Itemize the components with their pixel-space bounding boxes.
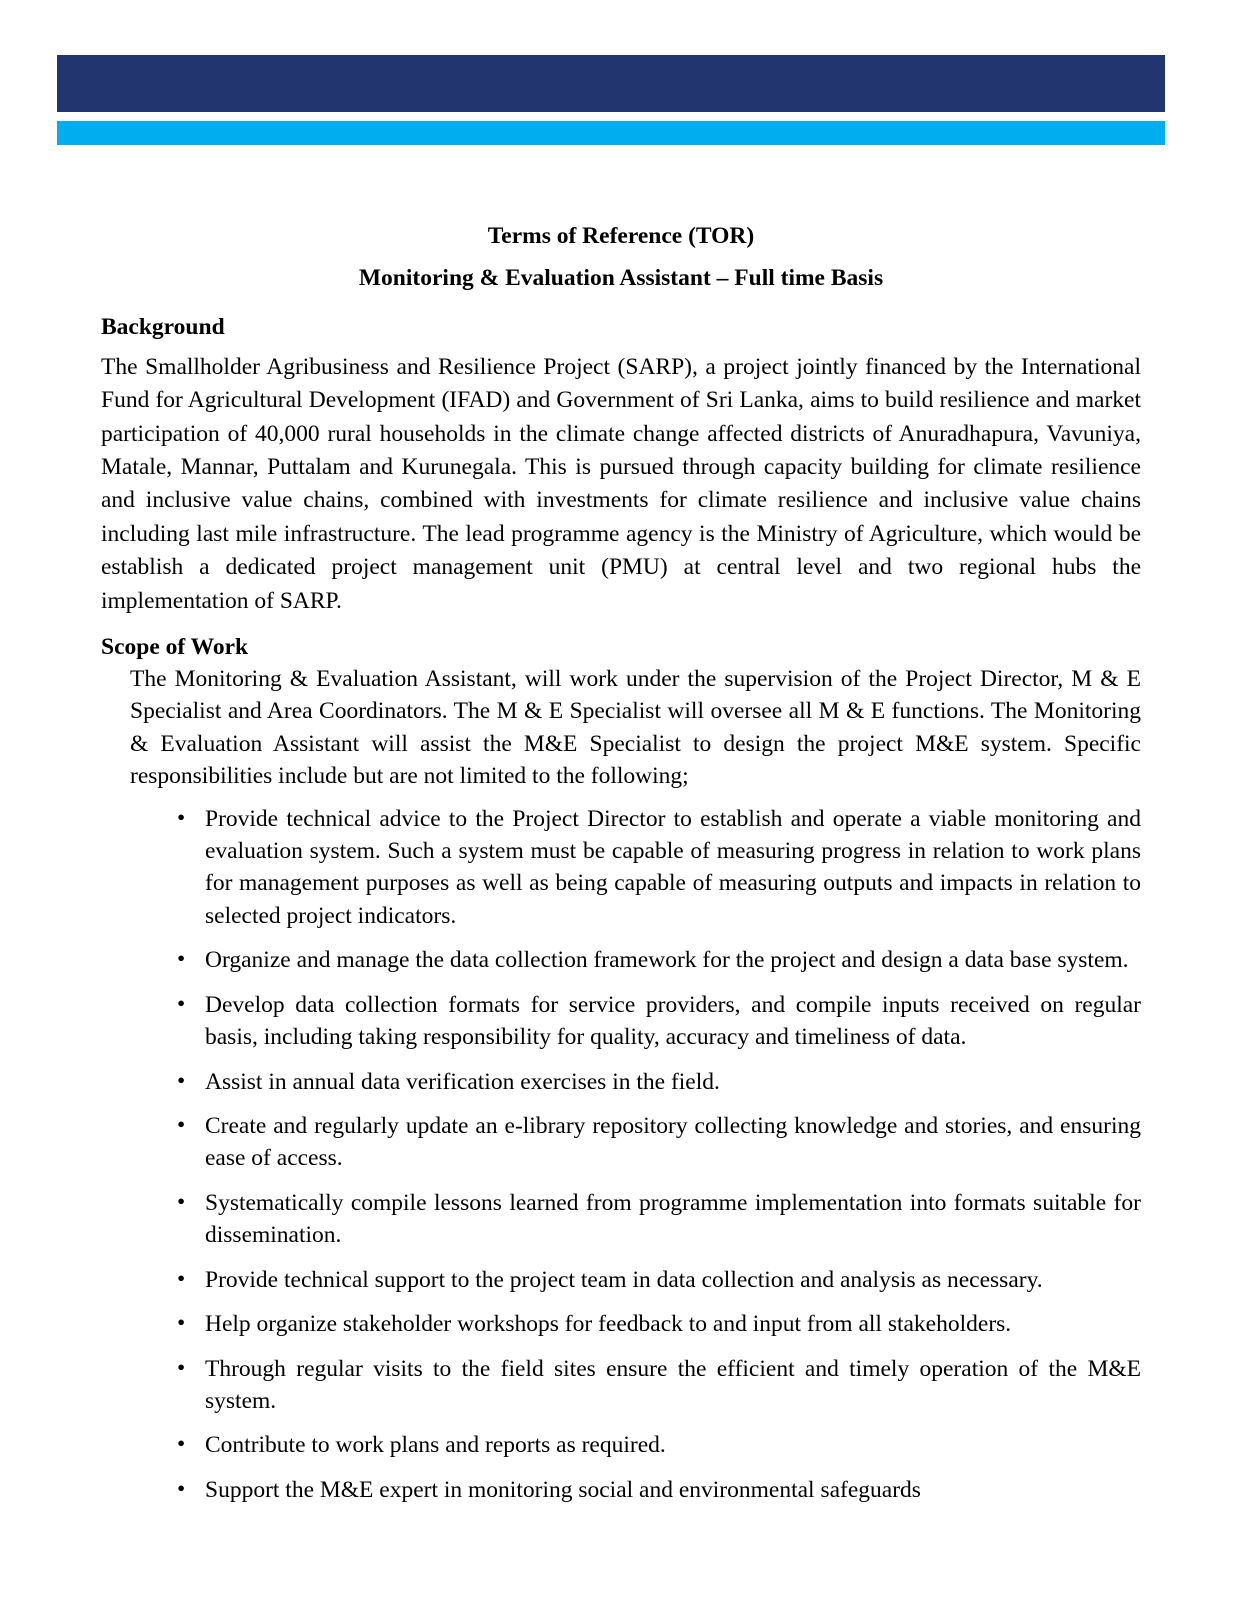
background-heading: Background — [101, 314, 225, 340]
header-bar-cyan — [57, 121, 1165, 145]
scope-of-work-paragraph: The Monitoring & Evaluation Assistant, will work under the supervision of the Project Director, M & E Specialist and Area Coordinators. The M & E Specialist will oversee all M & E functions. The Monitoring & Evaluation Assistant will assist the M&E Specialist to design the project M&E system. Specific responsibilities include but are not limited to the following; — [130, 665, 1141, 790]
document-title: Terms of Reference (TOR) — [487, 223, 755, 249]
scope-of-work-heading: Scope of Work — [101, 633, 249, 660]
list-item: • Systematically compile lessons learned from programme implementation into formats suitable for dissemination. — [101, 1187, 1141, 1252]
list-item: • Assist in annual data verification exercises in the field. — [101, 1066, 1141, 1098]
list-item: • Organize and manage the data collection framework for the project and design a data base system. — [101, 944, 1141, 976]
header-decoration — [57, 55, 1165, 145]
list-item: • Provide technical advice to the Project Director to establish and operate a viable monitoring and evaluation system. Such a system must be capable of measuring progress in relation to work plans for management purposes as well as being capable of measuring outputs and impacts in relation to selected project indicators. — [101, 803, 1141, 933]
header-bar-gap — [57, 112, 1165, 121]
list-item: • Contribute to work plans and reports as required. — [101, 1429, 1141, 1461]
list-item: • Provide technical support to the project team in data collection and analysis as necessary. — [101, 1264, 1141, 1296]
header-bar-navy — [57, 55, 1165, 112]
background-paragraph: The Smallholder Agribusiness and Resilience Project (SARP), a project jointly financed by the International Fund for Agricultural Development (IFAD) and Government of Sri Lanka, aims to build resilience and market participation of 40,000 rural households in the climate change affected districts of Anuradhapura, Vavuniya, Matale, Mannar, Puttalam and Kurunegala. This is pursued through capacity building for climate resilience and inclusive value chains, combined with investments for climate resilience and inclusive value chains including last mile infrastructure. The lead programme agency is the Ministry of Agriculture, which would be establish a dedicated project management unit (PMU) at central level and two regional hubs the implementation of SARP. — [101, 354, 1141, 614]
list-item: • Through regular visits to the field sites ensure the efficient and timely operation of the M&E system. — [101, 1353, 1141, 1418]
list-item: • Help organize stakeholder workshops for feedback to and input from all stakeholders. — [101, 1308, 1141, 1340]
document-content — [101, 225, 1141, 1506]
list-item: • Support the M&E expert in monitoring social and environmental safeguards — [101, 1474, 1141, 1506]
document-subtitle: Monitoring & Evaluation Assistant – Full time Basis — [358, 264, 884, 291]
list-item: • Create and regularly update an e-library repository collecting knowledge and stories, and ensuring ease of access. — [101, 1110, 1141, 1175]
responsibilities-list — [101, 803, 1141, 1507]
list-item: • Develop data collection formats for service providers, and compile inputs received on regular basis, including taking responsibility for quality, accuracy and timeliness of data. — [101, 989, 1141, 1054]
